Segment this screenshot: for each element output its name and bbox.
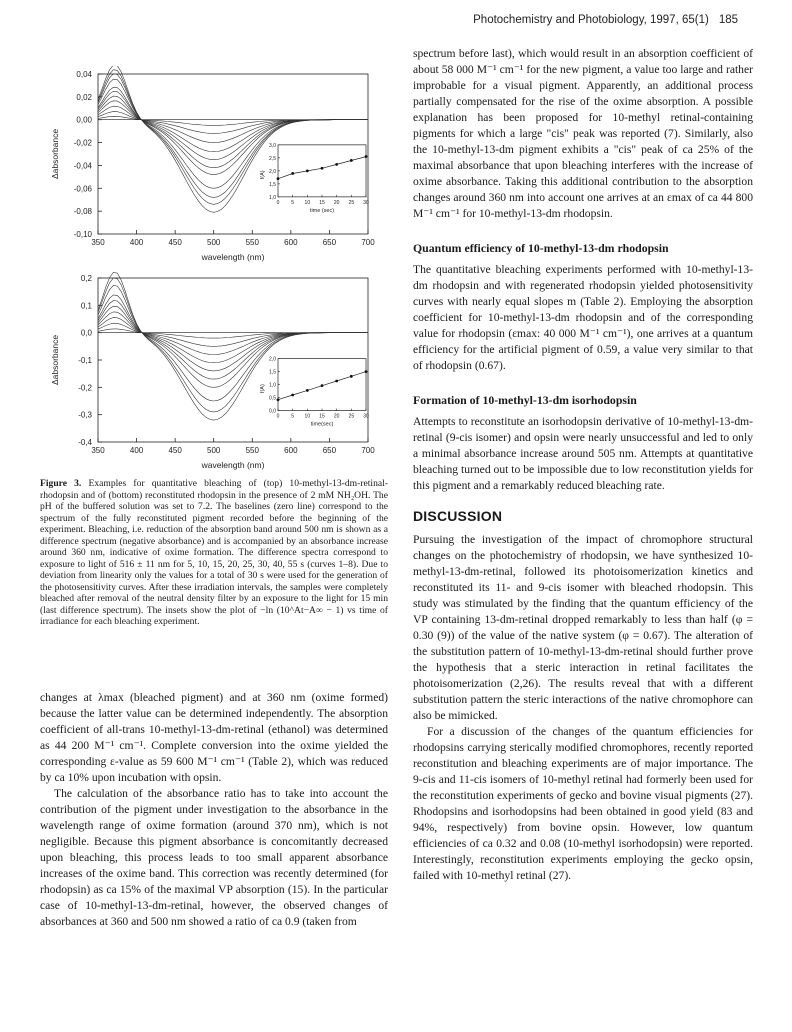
y-tick-label: -0,1 (78, 356, 92, 365)
inset-data-point (277, 398, 280, 401)
paragraph: Attempts to reconstitute an isorhodopsin derivative of 10-methyl-13-dm-retinal (9-cis isomer) and opsin were nearly unsuccessful and led to only a minimal absorbance increase around 505 nm. Attempts at quantitative bleaching turned out to be impossible due to low reconstitution yields for this pigment and a remarkably reduced bleaching rate. (413, 415, 753, 492)
inset-data-point (277, 177, 280, 180)
x-tick-label: 700 (361, 446, 375, 455)
inset-x-tick-label: 20 (333, 199, 340, 206)
inset-y-tick-label: 2,0 (269, 356, 276, 363)
inset-x-label: time (sec) (309, 207, 335, 214)
inset-x-tick-label: 5 (291, 413, 295, 420)
paragraph: Pursuing the investigation of the impact of chromophore structural changes on the photochemistry of rhodopsin, we have synthesized 10-methyl-13-dm-retinal, followed its photoisomerization kinetics and reconstituted its 11- and 9-cis isomer with bleached rhodopsin. This study was stimulated by the finding that the quantum efficiency of the VP containing 13-dm-retinal dropped remarkably to less than half (φ = 0.30 (9)) of the value of the native system (φ = 0.67). The alteration of the substitution pattern of 10-methyl-13-dm-retinal should further prove the hypothesis that a steric interaction in retinal facilitates the photoisomerization (2,26). The results reveal that with a different substitution pattern the steric interactions of the native chromophore can also be mimicked. (413, 533, 753, 722)
figure-caption (40, 478, 388, 628)
inset-x-tick-label: 15 (319, 413, 325, 420)
section-heading: Formation of 10-methyl-13-dm isorhodopsin (413, 393, 637, 407)
inset-x-tick-label: 25 (348, 199, 355, 206)
inset-x-tick-label: 30 (363, 413, 369, 420)
x-tick-label: 350 (91, 238, 105, 247)
inset-data-point (365, 370, 368, 373)
inset-data-point (350, 375, 353, 378)
inset-data-point (321, 384, 324, 387)
inset-y-tick-label: 3,0 (269, 142, 276, 149)
inset-x-tick-label: 10 (304, 413, 311, 420)
inset-data-point (291, 394, 294, 397)
x-tick-label: 550 (245, 238, 259, 247)
y-tick-label: 0,2 (80, 274, 92, 283)
inset-data-point (335, 163, 338, 166)
inset-x-tick-label: 30 (363, 199, 369, 206)
y-axis-label: Δabsorbance (50, 128, 60, 180)
paragraph: changes at λmax (bleached pigment) and at 360 nm (oxime formed) because the latter value can be determined independently. The absorption coefficient of all-trans 10-methyl-13-dm-retinal (ethanol) was determined as 44 200 M⁻¹ cm⁻¹. Complete conversion into the oxime yielded the corresponding ε-value as 59 600 M⁻¹ cm⁻¹ (Table 2), which was reduced by ca 10% upon incubation with opsin. (40, 691, 388, 784)
x-tick-label: 600 (284, 446, 298, 455)
y-tick-label: -0,10 (73, 230, 92, 239)
paragraph: For a discussion of the changes of the quantum efficiencies for rhodopsins carrying sterically modified chromophores, recently reported reconstitution and bleaching experiments are of major importance. The 9-cis and 11-cis isomers of 10-methyl retinal had formerly been used for the reconstitution experiments of gecko and bovine visual pigments (27). Rhodopsins and isorhodopsins had been obtained in good yield (83 and 94%, respectively) from bovine opsin. However, low quantum efficiencies of ca 0.32 and 0.08 (10-methyl isorhodopsin) were reported. Interestingly, reconstitution experiments employing the gecko opsin, failed with 10-methyl retinal (27). (413, 725, 753, 882)
inset-x-tick-label: 5 (291, 199, 295, 206)
x-tick-label: 400 (129, 238, 144, 247)
inset-y-tick-label: 2,0 (269, 168, 276, 175)
inset-y-tick-label: 1,0 (269, 382, 276, 389)
inset-x-tick-label: 20 (333, 413, 340, 420)
x-axis-label: wavelength (nm) (201, 460, 265, 470)
discussion-heading: DISCUSSION (413, 508, 503, 524)
page-number: 185 (718, 14, 738, 26)
section-heading: Quantum efficiency of 10-methyl-13-dm rhodopsin (413, 241, 669, 255)
right-column-text (413, 46, 753, 884)
inset-y-label: f(A) (260, 384, 266, 394)
y-tick-label: 0,04 (76, 70, 92, 79)
y-tick-label: -0,4 (78, 438, 92, 447)
inset-x-tick-label: 25 (348, 413, 355, 420)
x-tick-label: 450 (168, 446, 182, 455)
inset-y-tick-label: 1,5 (269, 181, 276, 188)
y-tick-label: 0,1 (80, 301, 92, 311)
inset-x-tick-label: 15 (319, 199, 325, 206)
paragraph: The quantitative bleaching experiments performed with 10-methyl-13-dm rhodopsin and with regenerated rhodopsin yielded photosensitivity curves with nearly equal slopes m (Table 2). Employing the absorption coefficient for 10-methyl-13-dm rhodopsin and of the corresponding value for rhodopsin (εmax: 40 000 M⁻¹ cm⁻¹), one arrives at a quantum efficiency for the artificial pigment of 0.59, a value very similar to that of rhodopsin (0.67). (413, 263, 753, 372)
inset-data-point (365, 155, 368, 158)
inset-x-tick-label: 0 (276, 199, 280, 206)
y-tick-label: 0,00 (76, 115, 92, 125)
x-tick-label: 450 (168, 238, 182, 247)
inset-frame (278, 145, 366, 197)
inset-data-point (291, 172, 294, 175)
y-tick-label: -0,08 (73, 207, 92, 217)
x-tick-label: 700 (361, 238, 375, 247)
inset-y-tick-label: 0,5 (269, 395, 276, 402)
y-tick-label: -0,02 (73, 138, 92, 148)
chart-bottom (50, 272, 375, 470)
caption-text: Examples for quantitative bleaching of (top) 10-methyl-13-dm-retinal-rhodopsin and of (bottom) reconstituted rhodopsin in the presence of 2 mM NH₂OH. The pH of the buffered solution was set to 7.2. The baselines (zero line) correspond to the spectrum of the fully reconstituted pigment recorded before the beginning of the experiment. Bleaching, i.e. reduction of the absorption band around 500 nm is shown as a difference spectrum (negative absorbance) and is accompanied by an absorbance increase around 360 nm, indicative of oxime formation. The difference spectra correspond to exposure to light of 516 ± 11 nm for 5, 10, 15, 20, 25, 30, 40, 55 s (curves 1–8). Due to deviation from linearity only the values for a total of 30 s were used for the generation of the photosensitivity curves. After these irradiation intervals, the samples were completely bleached after removal of the neutral density filter by an exposure to the light for 15 min (last difference spectrum). The insets show the plot of −ln (10^At−A∞ − 1) vs time of irradiance for each bleaching experiment. (40, 478, 388, 627)
x-tick-label: 350 (91, 446, 105, 455)
y-tick-label: -0,2 (78, 383, 92, 393)
x-tick-label: 550 (245, 446, 259, 455)
x-tick-label: 500 (207, 446, 221, 455)
inset-data-point (306, 169, 309, 172)
difference-curve (98, 101, 368, 152)
y-tick-label: 0,0 (80, 328, 92, 338)
y-axis-label: Δabsorbance (50, 334, 60, 386)
y-tick-label: 0,02 (76, 92, 92, 102)
inset-y-tick-label: 1,0 (269, 194, 276, 201)
inset-x-tick-label: 10 (304, 199, 311, 206)
x-tick-label: 600 (284, 238, 298, 247)
paragraph: The calculation of the absorbance ratio has to take into account the contribution of the pigment under investigation to the absorbance in the wavelength range of oxime formation (around 370 nm), which is not negligible. Because this pigment absorbance is concomitantly decreased upon bleaching, this process leads to too small apparent absorbance increases of the oxime band. This correction was recently determined (for rhodopsin) as ca 15% of the maximal VP absorption (15). In the particular case of 10-methyl-13-dm-retinal, however, the observed changes of absorbances at 360 and 500 nm showed a ratio of ca 0.9 (taken from (40, 787, 388, 928)
y-tick-label: -0,3 (78, 410, 92, 420)
x-axis-label: wavelength (nm) (201, 252, 265, 262)
x-tick-label: 650 (322, 238, 337, 247)
journal-citation: Photochemistry and Photobiology, 1997, 65(1) (473, 14, 709, 26)
inset-y-tick-label: 1,5 (269, 369, 276, 376)
inset-y-tick-label: 0,0 (269, 408, 276, 415)
y-tick-label: -0,06 (73, 184, 92, 194)
x-tick-label: 400 (129, 446, 144, 455)
inset-data-point (321, 167, 324, 170)
x-tick-label: 650 (322, 446, 337, 455)
inset-x-label: time(sec) (310, 421, 334, 428)
chart-top (50, 66, 375, 262)
inset-y-tick-label: 2,5 (269, 155, 276, 162)
difference-curve (98, 318, 368, 355)
caption-label: Figure 3. (40, 478, 82, 489)
inset-y-label: f(A) (260, 170, 266, 180)
left-column-text (40, 690, 388, 930)
paragraph: spectrum before last), which would result in an absorption coefficient of about 58 000 M⁻¹ cm⁻¹ for the new pigment, a value too large and rather improbable for a visual pigment. Apparently, an additional process partially compensated for the rise of the oxime absorption. A possible explanation has been proposed for 10-methyl retinal-containing pigments for which a large "cis" peak was reported (7). Similarly, also the 10-methyl-13-dm pigment exhibits a "cis" peak of ca 25% of the maximal absorbance that upon bleaching interferes with the increase of oxime absorbance. Taking this additional contribution to the absorption changes around 360 nm into account one arrives at an εmax of ca 44 800 M⁻¹ cm⁻¹ for 10-methyl-13-dm rhodopsin. (413, 47, 753, 220)
inset-data-point (335, 380, 338, 383)
y-tick-label: -0,04 (73, 161, 92, 171)
running-header (473, 14, 738, 26)
inset-data-point (350, 159, 353, 162)
x-tick-label: 500 (207, 238, 221, 247)
inset-data-point (306, 389, 309, 392)
figure-3 (40, 66, 388, 478)
inset-x-tick-label: 0 (276, 413, 280, 420)
